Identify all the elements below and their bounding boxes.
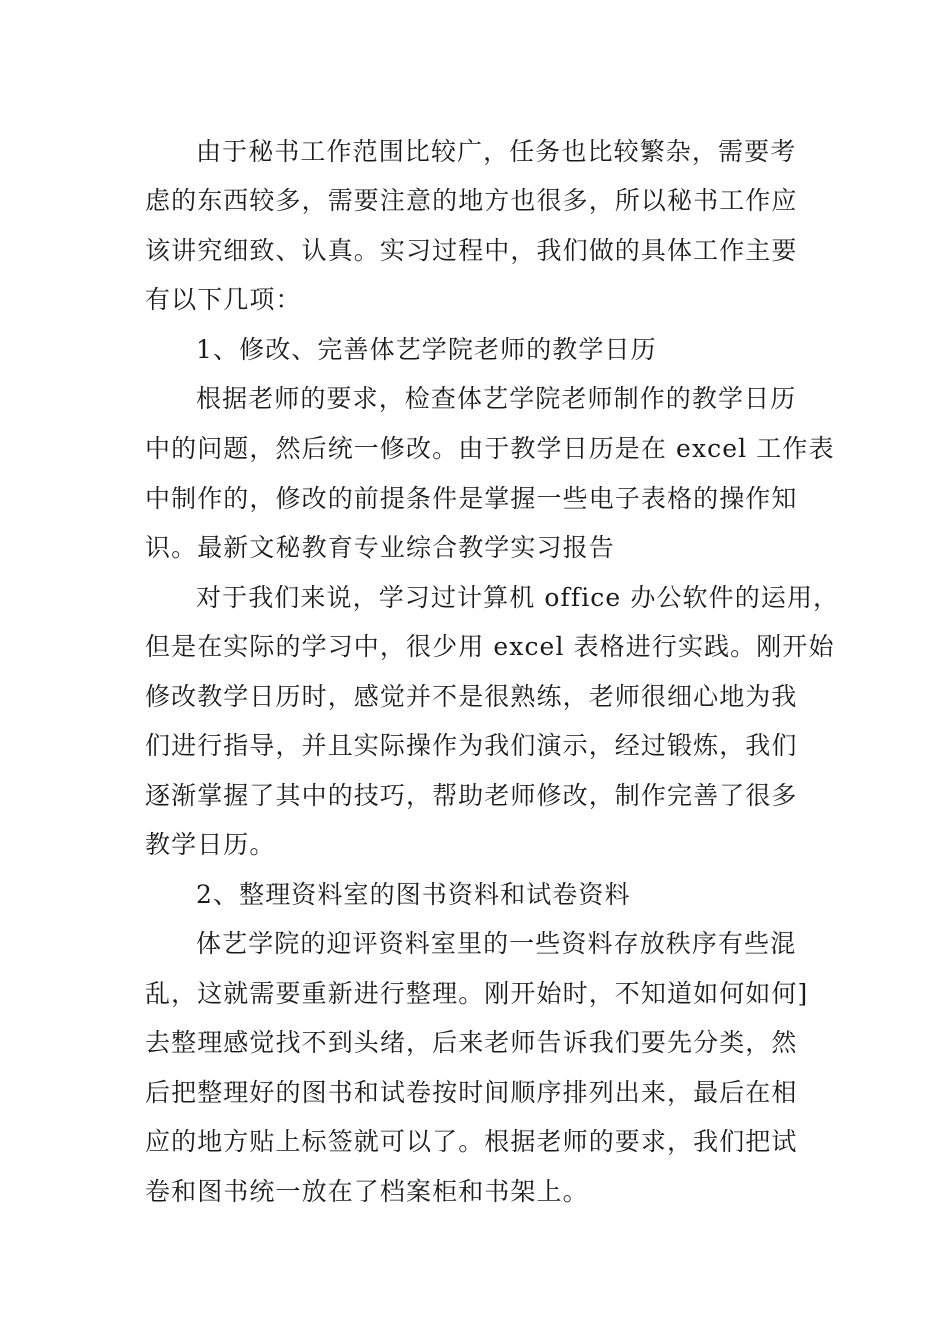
section-heading-1: 1、修改、完善体艺学院老师的教学日历 [196,335,657,364]
paragraph-4-line-5: 应的地方贴上标签就可以了。根据老师的要求，我们把试 [145,1127,798,1156]
paragraph-2-line-4: 识。最新文秘教育专业综合教学实习报告 [145,533,615,562]
paragraph-1-line-3: 该讲究细致、认真。实习过程中，我们做的具体工作主要 [145,236,798,265]
paragraph-4-line-6: 卷和图书统一放在了档案柜和书架上。 [145,1177,589,1206]
paragraph-2-line-1: 根据老师的要求，检查体艺学院老师制作的教学日历 [196,384,797,413]
paragraph-3-line-5: 逐渐掌握了其中的技巧，帮助老师修改，制作完善了很多 [145,781,798,810]
paragraph-3-line-2: 但是在实际的学习中，很少用 excel 表格进行实践。刚开始 [145,632,835,661]
section-heading-2: 2、整理资料室的图书资料和试卷资料 [196,880,631,909]
paragraph-1-line-2: 虑的东西较多，需要注意的地方也很多，所以秘书工作应 [145,186,798,215]
paragraph-4-line-1: 体艺学院的迎评资料室里的一些资料存放秩序有些混 [196,929,797,958]
paragraph-2-line-3: 中制作的，修改的前提条件是掌握一些电子表格的操作知 [145,484,798,513]
paragraph-3-line-3: 修改教学日历时，感觉并不是很熟练，老师很细心地为我 [145,682,798,711]
paragraph-3-line-4: 们进行指导，并且实际操作为我们演示，经过锻炼，我们 [145,731,798,760]
paragraph-4-line-4: 后把整理好的图书和试卷按时间顺序排列出来，最后在相 [145,1078,798,1107]
paragraph-1-line-4: 有以下几项： [145,285,302,314]
paragraph-3-line-6: 教学日历。 [145,830,276,859]
paragraph-3-line-1: 对于我们来说，学习过计算机 office 办公软件的运用， [196,583,840,612]
paragraph-2-line-2: 中的问题，然后统一修改。由于教学日历是在 excel 工作表 [145,434,835,463]
paragraph-1-line-1: 由于秘书工作范围比较广，任务也比较繁杂，需要考 [196,137,797,166]
paragraph-4-line-3: 去整理感觉找不到头绪，后来老师告诉我们要先分类，然 [145,1028,798,1057]
paragraph-4-line-2: 乱，这就需要重新进行整理。刚开始时，不知道如何如何] [145,979,809,1008]
